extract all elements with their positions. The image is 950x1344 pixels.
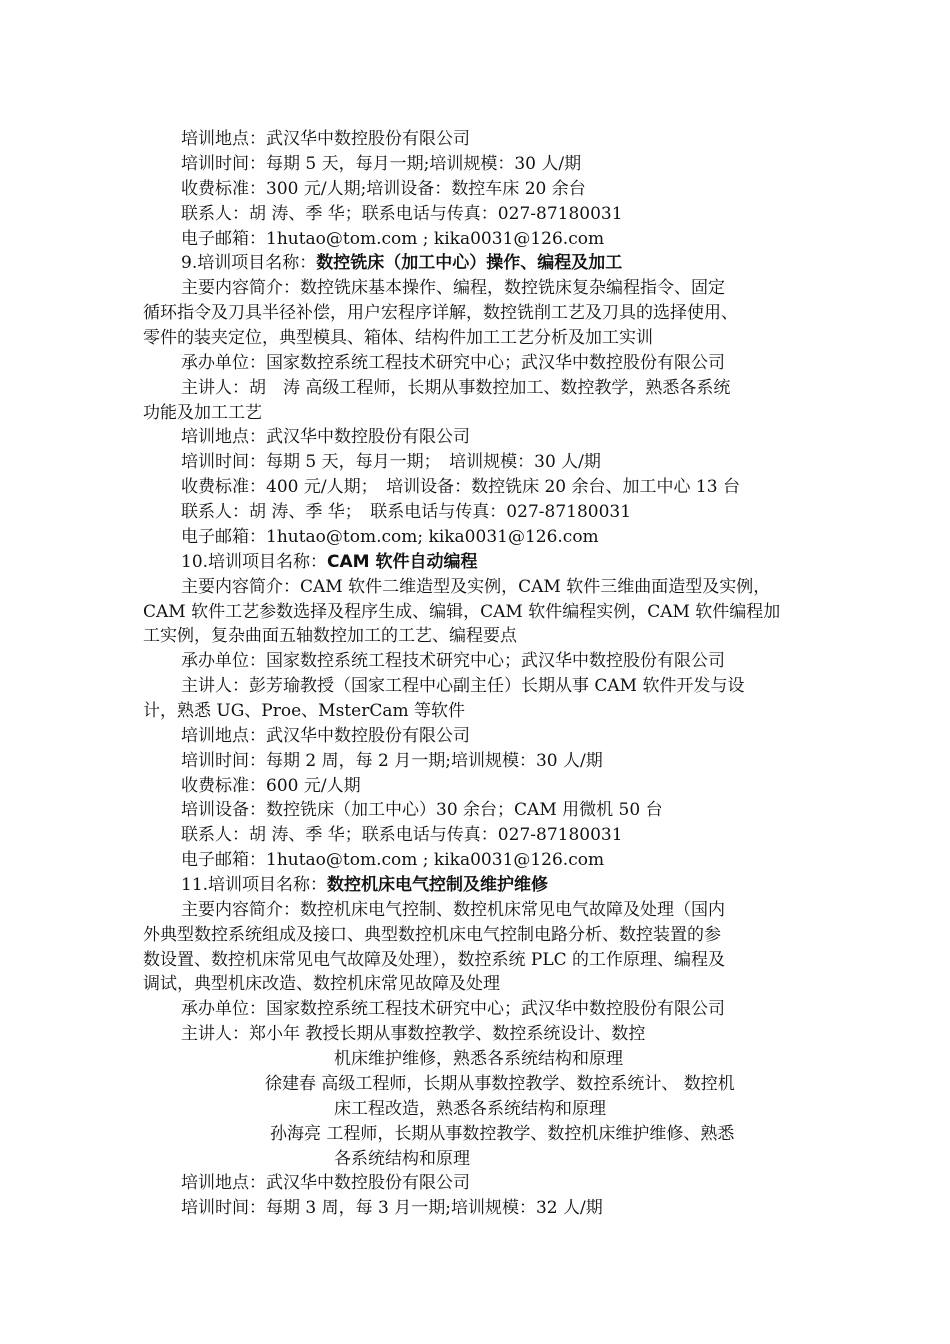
content-summary-line: 主要内容简介：数控机床电气控制、数控机床常见电气故障及处理（国内	[181, 900, 725, 920]
contact-line: 联系人：胡 涛、季 华； 联系电话与传真：027-87180031	[181, 502, 632, 522]
project-11-title-line	[181, 873, 548, 897]
lecturer-line: 主讲人：胡 涛 高级工程师，长期从事数控加工、数控教学，熟悉各系统	[181, 378, 731, 398]
lecturer-line: 机床维护维修，熟悉各系统结构和原理	[334, 1049, 623, 1069]
training-location-line: 培训地点：武汉华中数控股份有限公司	[181, 1173, 470, 1193]
lecturer-line: 主讲人：郑小年 教授长期从事数控教学、数控系统设计、数控	[181, 1024, 646, 1044]
organizer-line: 承办单位：国家数控系统工程技术研究中心；武汉华中数控股份有限公司	[181, 999, 725, 1019]
project-title-prefix: 9.培训项目名称：	[181, 253, 317, 273]
lecturer-line: 主讲人：彭芳瑜教授（国家工程中心副主任）长期从事 CAM 软件开发与设	[181, 676, 745, 696]
training-location-line: 培训地点：武汉华中数控股份有限公司	[181, 427, 470, 447]
project-9-name: 数控铣床（加工中心）操作、编程及加工	[316, 253, 623, 273]
email-line: 电子邮箱：1hutao@tom.com ; kika0031@126.com	[181, 229, 605, 249]
fee-line: 收费标准：400 元/人期； 培训设备：数控铣床 20 余台、加工中心 13 台	[181, 477, 740, 497]
content-summary-line: 循环指令及刀具半径补偿，用户宏程序详解，数控铣削工艺及刀具的选择使用、	[143, 303, 738, 323]
content-summary-line: 主要内容简介：CAM 软件二维造型及实例，CAM 软件三维曲面造型及实例，	[181, 577, 771, 597]
content-summary-line: 调试，典型机床改造、数控机床常见故障及处理	[143, 974, 500, 994]
content-summary-line: 外典型数控系统组成及接口、典型数控机床电气控制电路分析、数控装置的参	[143, 925, 721, 945]
training-location-line: 培训地点：武汉华中数控股份有限公司	[181, 129, 470, 149]
project-10-name: CAM 软件自动编程	[327, 552, 478, 572]
project-10-title-line	[181, 550, 478, 574]
lecturer-line: 计，熟悉 UG、Proe、MsterCam 等软件	[143, 701, 465, 721]
training-time-line: 培训时间：每期 2 周，每 2 月一期;培训规模：30 人/期	[181, 751, 603, 771]
training-time-line: 培训时间：每期 5 天，每月一期； 培训规模：30 人/期	[181, 452, 601, 472]
training-time-line: 培训时间：每期 3 周，每 3 月一期;培训规模：32 人/期	[181, 1198, 603, 1218]
equipment-line: 培训设备：数控铣床（加工中心）30 余台；CAM 用微机 50 台	[181, 800, 663, 820]
email-line: 电子邮箱：1hutao@tom.com; kika0031@126.com	[181, 527, 599, 547]
content-summary-line: 数设置、数控机床常见电气故障及处理），数控系统 PLC 的工作原理、编程及	[143, 950, 726, 970]
training-location-line: 培训地点：武汉华中数控股份有限公司	[181, 726, 470, 746]
project-11-name: 数控机床电气控制及维护维修	[327, 875, 549, 895]
email-line: 电子邮箱：1hutao@tom.com ; kika0031@126.com	[181, 850, 605, 870]
contact-line: 联系人：胡 涛、季 华；联系电话与传真：027-87180031	[181, 204, 623, 224]
project-9-title-line	[181, 251, 622, 275]
organizer-line: 承办单位：国家数控系统工程技术研究中心；武汉华中数控股份有限公司	[181, 651, 725, 671]
lecturer-line: 功能及加工工艺	[143, 403, 262, 423]
lecturer-line: 各系统结构和原理	[334, 1149, 470, 1169]
project-title-prefix: 10.培训项目名称：	[181, 552, 328, 572]
content-summary-line: 主要内容简介：数控铣床基本操作、编程，数控铣床复杂编程指令、固定	[181, 278, 725, 298]
content-summary-line: CAM 软件工艺参数选择及程序生成、编辑，CAM 软件编程实例，CAM 软件编程加	[143, 602, 781, 622]
organizer-line: 承办单位：国家数控系统工程技术研究中心；武汉华中数控股份有限公司	[181, 353, 725, 373]
lecturer-line: 徐建春 高级工程师，长期从事数控教学、数控系统计、 数控机	[265, 1074, 735, 1094]
contact-line: 联系人：胡 涛、季 华；联系电话与传真：027-87180031	[181, 825, 623, 845]
content-summary-line: 工实例，复杂曲面五轴数控加工的工艺、编程要点	[143, 626, 517, 646]
lecturer-line: 床工程改造，熟悉各系统结构和原理	[334, 1099, 606, 1119]
fee-line: 收费标准：600 元/人期	[181, 776, 361, 796]
fee-line: 收费标准：300 元/人期;培训设备：数控车床 20 余台	[181, 179, 586, 199]
content-summary-line: 零件的装夹定位，典型模具、箱体、结构件加工工艺分析及加工实训	[143, 328, 653, 348]
training-time-line: 培训时间：每期 5 天，每月一期;培训规模：30 人/期	[181, 154, 582, 174]
project-title-prefix: 11.培训项目名称：	[181, 875, 328, 895]
lecturer-line: 孙海亮 工程师，长期从事数控教学、数控机床维护维修、熟悉	[270, 1124, 735, 1144]
